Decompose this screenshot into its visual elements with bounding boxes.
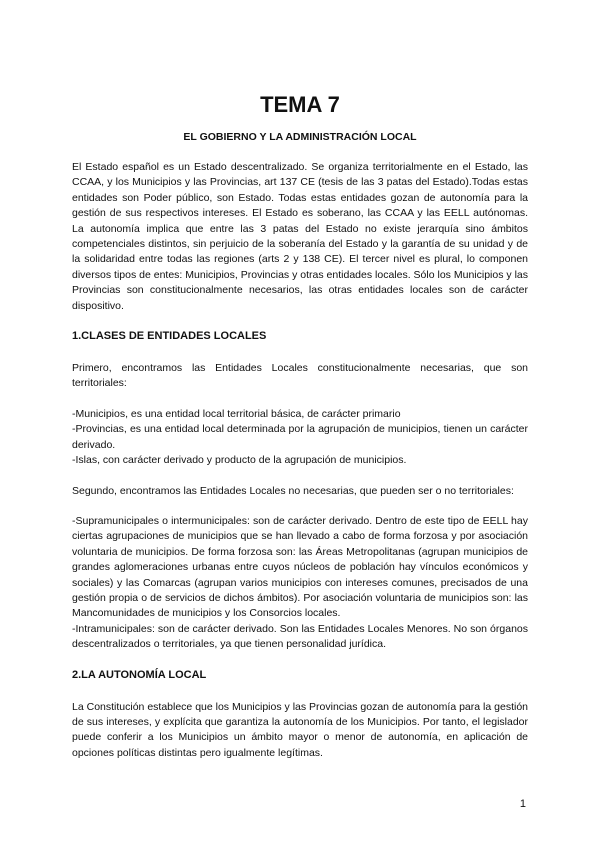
section-1-paragraph-1: Primero, encontramos las Entidades Locales constitucionalmente necesarias, que son territoriales: xyxy=(72,362,528,390)
list-item-supramunicipales: -Supramunicipales o intermunicipales: son de carácter derivado. Dentro de este tipo de EELL hay ciertas agrupaciones de municipios que se han llevado a cabo de forma forzosa y por asociación voluntaria de municipios. De forma forzosa son: las Áreas Metropolitanas (agrupan municipios de grandes aglomeraciones urbanas entre cuyos núcleos de población hay vínculos económicos y sociales) y las Comarcas (agrupan varios municipios con intereses comunes, precisados de una gestión propia o de servicios de dichos ámbitos). Por asociación voluntaria de municipios son: las Mancomunidades de municipios y los Consorcios locales. xyxy=(72,514,528,620)
section-1-heading: 1.CLASES DE ENTIDADES LOCALES xyxy=(72,330,267,343)
document-title: TEMA 7 xyxy=(260,92,340,117)
page-number: 1 xyxy=(519,798,526,810)
intro-paragraph: El Estado español es un Estado descentralizado. Se organiza territorialmente en el Estado, las CCAA, y los Municipios y las Provincias, art 137 CE (tesis de las 3 patas del Estado).Todas estas entidades son Poder público, son Estado. Todas estas entidades gozan de autonomía para la gestión de sus respectivos intereses. El Estado es soberano, las CCAA y las EELL autónomas. La autonomía implica que entre las 3 patas del Estado no existe jerarquía sino ámbitos competenciales distintos, sin perjuicio de la soberanía del Estado y la garantía de su unidad y de la solidaridad entre todas las regiones (arts 2 y 138 CE). El tercer nivel es plural, lo componen diversos tipos de entes: Municipios, Provincias y otras entidades locales. Sólo los Municipios y las Provincias son constitucionalmente necesarios, las otras entidades locales son de carácter dispositivo. xyxy=(72,161,528,312)
list-item-islas: -Islas, con carácter derivado y producto de la agrupación de municipios. xyxy=(72,454,407,467)
section-2-heading: 2.LA AUTONOMÍA LOCAL xyxy=(72,668,207,681)
section-1-paragraph-2: Segundo, encontramos las Entidades Locales no necesarias, que pueden ser o no territoriales: xyxy=(72,484,514,497)
list-item-municipios: -Municipios, es una entidad local territorial básica, de carácter primario xyxy=(72,407,401,420)
document-subtitle: EL GOBIERNO Y LA ADMINISTRACIÓN LOCAL xyxy=(183,131,417,143)
list-item-provincias: -Provincias, es una entidad local determinada por la agrupación de municipios, tienen un carácter derivado. xyxy=(72,423,528,451)
list-item-intramunicipales: -Intramunicipales: son de carácter derivado. Son las Entidades Locales Menores. No son órganos descentralizados o territoriales, ya que tienen personalidad jurídica. xyxy=(72,622,528,651)
section-2-paragraph-1: La Constitución establece que los Municipios y las Provincias gozan de autonomía para la gestión de sus intereses, y explícita que garantiza la autonomía de los Municipios. Por tanto, el legislador puede conferir a los Municipios un ámbito mayor o menor de autonomía, en aplicación de opciones políticas distintas pero igualmente legítimas. xyxy=(72,700,528,759)
